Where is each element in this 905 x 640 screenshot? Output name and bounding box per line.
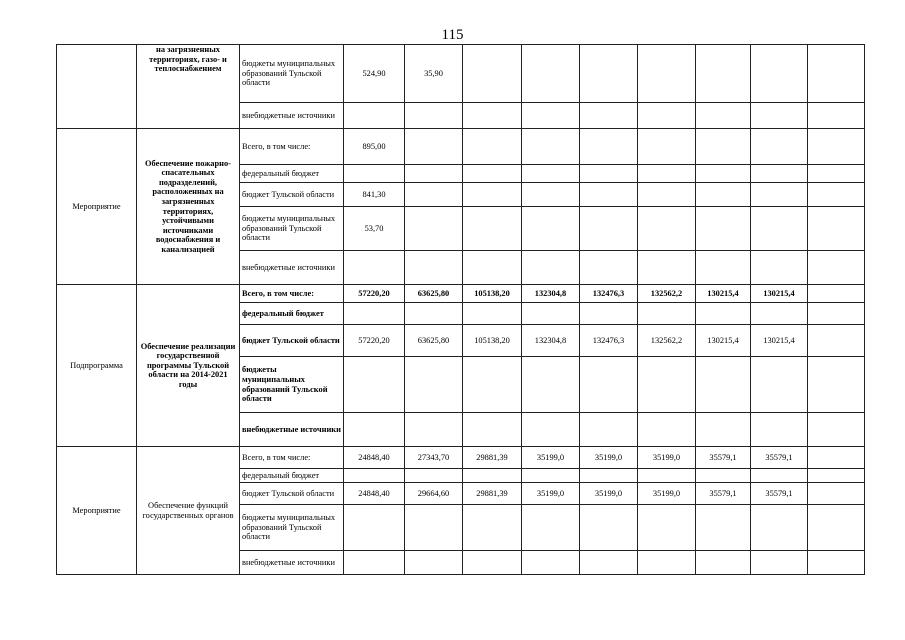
value-cell: [696, 551, 751, 575]
value-cell: [638, 103, 696, 129]
value-cell: 35579,1: [696, 483, 751, 505]
funding-source: Всего, в том числе:: [240, 129, 344, 165]
funding-source: бюджеты муниципальных образований Тульской области: [240, 45, 344, 103]
value-cell: 24848,40: [344, 447, 405, 469]
value-cell: [463, 103, 522, 129]
value-cell: [580, 207, 638, 251]
value-cell: [522, 551, 580, 575]
value-cell: [696, 251, 751, 285]
value-cell: 35199,0: [522, 483, 580, 505]
item-name: Обеспечение функций государственных органов: [137, 447, 240, 575]
value-cell: 29881,39: [463, 483, 522, 505]
value-cell: [808, 357, 865, 413]
value-cell: [580, 413, 638, 447]
value-cell: [463, 129, 522, 165]
value-cell: 105138,20: [463, 285, 522, 303]
value-cell: 130215,4: [696, 285, 751, 303]
value-cell: [463, 165, 522, 183]
funding-source: бюджеты муниципальных образований Тульской области: [240, 505, 344, 551]
value-cell: 35199,0: [580, 447, 638, 469]
value-cell: [580, 183, 638, 207]
value-cell: [405, 207, 463, 251]
value-cell: [696, 357, 751, 413]
value-cell: [580, 251, 638, 285]
value-cell: [638, 45, 696, 103]
value-cell: [463, 207, 522, 251]
value-cell: [580, 303, 638, 325]
value-cell: [638, 165, 696, 183]
value-cell: [522, 469, 580, 483]
value-cell: [580, 469, 638, 483]
value-cell: [808, 483, 865, 505]
value-cell: [463, 469, 522, 483]
value-cell: [344, 303, 405, 325]
item-name: Обеспечение реализации государственной программы Тульской области на 2014-2021 годы: [137, 285, 240, 447]
value-cell: 35,90: [405, 45, 463, 103]
value-cell: [751, 45, 808, 103]
value-cell: [344, 551, 405, 575]
value-cell: [808, 103, 865, 129]
value-cell: [580, 551, 638, 575]
value-cell: [580, 103, 638, 129]
value-cell: [463, 551, 522, 575]
value-cell: [405, 551, 463, 575]
value-cell: 29664,60: [405, 483, 463, 505]
value-cell: [344, 357, 405, 413]
value-cell: [405, 103, 463, 129]
value-cell: 53,70: [344, 207, 405, 251]
value-cell: [638, 357, 696, 413]
value-cell: [696, 129, 751, 165]
funding-source: внебюджетные источники: [240, 551, 344, 575]
value-cell: [638, 505, 696, 551]
value-cell: 35579,1: [696, 447, 751, 469]
value-cell: [696, 165, 751, 183]
value-cell: [344, 103, 405, 129]
value-cell: [751, 357, 808, 413]
value-cell: [808, 207, 865, 251]
value-cell: 132476,3: [580, 325, 638, 357]
value-cell: [638, 129, 696, 165]
value-cell: [808, 165, 865, 183]
value-cell: [751, 165, 808, 183]
value-cell: [751, 103, 808, 129]
value-cell: 130215,4: [696, 325, 751, 357]
value-cell: 57220,20: [344, 285, 405, 303]
table-row: [57, 285, 865, 303]
type-label: Мероприятие: [57, 447, 137, 575]
value-cell: [522, 129, 580, 165]
value-cell: [808, 129, 865, 165]
value-cell: [522, 45, 580, 103]
value-cell: [808, 469, 865, 483]
value-cell: [463, 183, 522, 207]
funding-source: бюджеты муниципальных образований Тульской области: [240, 207, 344, 251]
value-cell: 35199,0: [638, 447, 696, 469]
value-cell: [463, 303, 522, 325]
value-cell: 27343,70: [405, 447, 463, 469]
value-cell: 57220,20: [344, 325, 405, 357]
funding-source: внебюджетные источники: [240, 251, 344, 285]
value-cell: 24848,40: [344, 483, 405, 505]
value-cell: [580, 505, 638, 551]
value-cell: [344, 413, 405, 447]
value-cell: [751, 469, 808, 483]
value-cell: [405, 129, 463, 165]
value-cell: [405, 469, 463, 483]
value-cell: [344, 251, 405, 285]
value-cell: 35579,1: [751, 447, 808, 469]
value-cell: [638, 303, 696, 325]
item-name: на загрязненных территориях, газо- и теплоснабжением: [137, 45, 240, 129]
value-cell: [696, 505, 751, 551]
value-cell: [522, 303, 580, 325]
value-cell: [463, 505, 522, 551]
value-cell: [696, 413, 751, 447]
value-cell: 524,90: [344, 45, 405, 103]
value-cell: 841,30: [344, 183, 405, 207]
value-cell: [751, 413, 808, 447]
value-cell: [751, 183, 808, 207]
value-cell: [751, 505, 808, 551]
value-cell: 130215,4: [751, 285, 808, 303]
value-cell: [580, 129, 638, 165]
value-cell: [696, 303, 751, 325]
value-cell: 105138,20: [463, 325, 522, 357]
value-cell: [808, 285, 865, 303]
funding-source: федеральный бюджет: [240, 303, 344, 325]
funding-source: внебюджетные источники: [240, 413, 344, 447]
funding-source: федеральный бюджет: [240, 469, 344, 483]
value-cell: [580, 45, 638, 103]
value-cell: [638, 183, 696, 207]
table-row: [57, 129, 865, 165]
value-cell: [638, 413, 696, 447]
value-cell: 35199,0: [638, 483, 696, 505]
value-cell: [405, 165, 463, 183]
value-cell: [696, 103, 751, 129]
value-cell: [463, 357, 522, 413]
value-cell: [638, 551, 696, 575]
value-cell: [751, 551, 808, 575]
value-cell: [463, 45, 522, 103]
value-cell: [808, 303, 865, 325]
value-cell: [522, 505, 580, 551]
value-cell: [405, 357, 463, 413]
value-cell: [522, 165, 580, 183]
value-cell: [808, 183, 865, 207]
item-name: Обеспечение пожарно-спасательных подразделений, расположенных на загрязненных территориях, устойчивыми источниками водоснабжения и канализацией: [137, 129, 240, 285]
value-cell: [522, 207, 580, 251]
value-cell: [580, 357, 638, 413]
value-cell: 132304,8: [522, 285, 580, 303]
value-cell: [463, 251, 522, 285]
value-cell: 132562,2: [638, 325, 696, 357]
value-cell: 35579,1: [751, 483, 808, 505]
funding-source: Всего, в том числе:: [240, 447, 344, 469]
budget-table: [56, 44, 865, 575]
value-cell: [405, 413, 463, 447]
value-cell: [580, 165, 638, 183]
funding-source: бюджет Тульской области: [240, 483, 344, 505]
value-cell: [522, 413, 580, 447]
page-number: 115: [441, 27, 464, 43]
type-label: Подпрограмма: [57, 285, 137, 447]
value-cell: [696, 207, 751, 251]
value-cell: [808, 551, 865, 575]
value-cell: 132304,8: [522, 325, 580, 357]
value-cell: [751, 207, 808, 251]
value-cell: [405, 303, 463, 325]
value-cell: 132562,2: [638, 285, 696, 303]
value-cell: [808, 413, 865, 447]
funding-source: Всего, в том числе:: [240, 285, 344, 303]
value-cell: [808, 325, 865, 357]
value-cell: [638, 207, 696, 251]
funding-source: бюджет Тульской области: [240, 183, 344, 207]
value-cell: 895,00: [344, 129, 405, 165]
value-cell: 130215,4: [751, 325, 808, 357]
value-cell: [522, 183, 580, 207]
value-cell: 63625,80: [405, 285, 463, 303]
value-cell: [638, 251, 696, 285]
value-cell: 63625,80: [405, 325, 463, 357]
value-cell: [405, 251, 463, 285]
value-cell: [405, 183, 463, 207]
value-cell: [344, 505, 405, 551]
value-cell: [808, 45, 865, 103]
value-cell: [808, 447, 865, 469]
table-row: [57, 45, 865, 103]
value-cell: [405, 505, 463, 551]
value-cell: [344, 165, 405, 183]
value-cell: 35199,0: [580, 483, 638, 505]
type-label: Мероприятие: [57, 129, 137, 285]
funding-source: внебюджетные источники: [240, 103, 344, 129]
value-cell: [696, 45, 751, 103]
value-cell: [751, 129, 808, 165]
value-cell: 35199,0: [522, 447, 580, 469]
value-cell: [522, 357, 580, 413]
value-cell: [638, 469, 696, 483]
funding-source: бюджет Тульской области: [240, 325, 344, 357]
value-cell: [522, 251, 580, 285]
value-cell: [808, 251, 865, 285]
value-cell: [751, 251, 808, 285]
value-cell: [344, 469, 405, 483]
value-cell: [463, 413, 522, 447]
value-cell: [696, 469, 751, 483]
value-cell: [522, 103, 580, 129]
value-cell: [808, 505, 865, 551]
table-row: [57, 447, 865, 469]
value-cell: 132476,3: [580, 285, 638, 303]
type-label: [57, 45, 137, 129]
value-cell: 29881,39: [463, 447, 522, 469]
funding-source: федеральный бюджет: [240, 165, 344, 183]
value-cell: [696, 183, 751, 207]
value-cell: [751, 303, 808, 325]
funding-source: бюджеты муниципальных образований Тульской области: [240, 357, 344, 413]
